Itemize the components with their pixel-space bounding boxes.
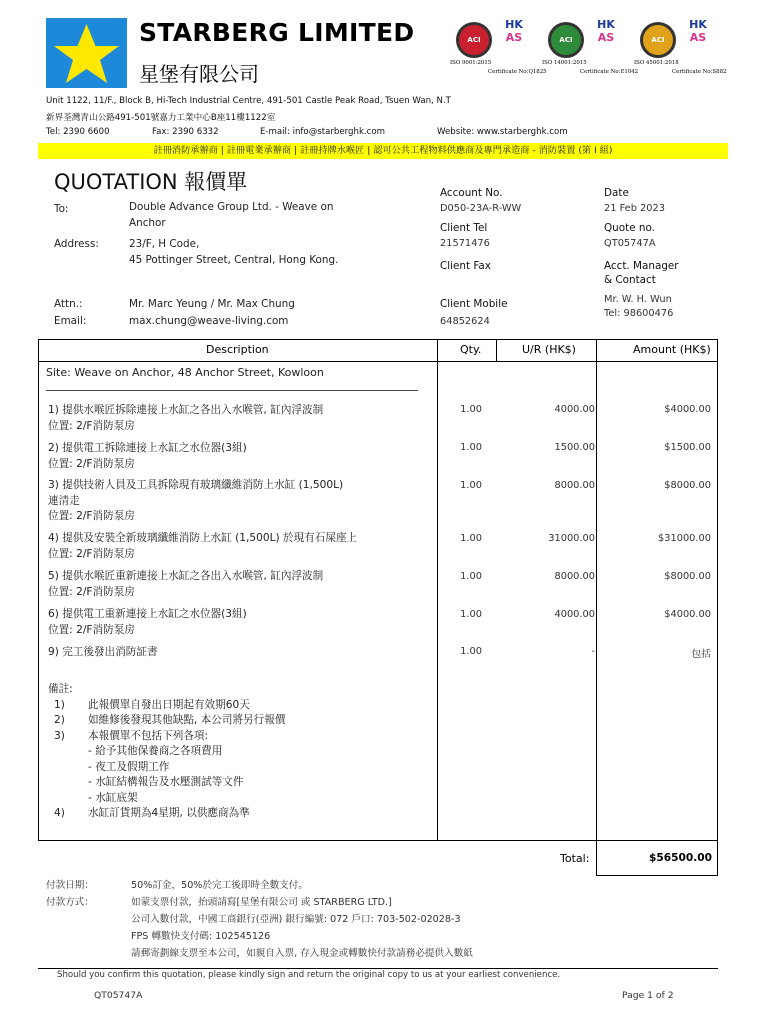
item-qty: 1.00 (460, 442, 482, 453)
item-line: 2) 提供電工拆除連接上水缸之水位器(3組) (48, 442, 247, 454)
client-address-line1: 23/F, H Code, (129, 238, 200, 250)
contact-row (46, 127, 726, 139)
table-row (48, 531, 428, 562)
payment-method-line: 公司入數付款，中國工商銀行(亞洲) 銀行編號: 072 戶口: 703-502-02028-3 (131, 914, 461, 925)
payment-method-line: 如蒙支票付款，抬頭請寫[星堡有限公司 或 STARBERG LTD.] (131, 897, 392, 908)
to-label: To: (54, 203, 69, 215)
company-email[interactable]: E-mail: info@starberghk.com (260, 127, 386, 137)
table-row (48, 441, 428, 472)
cert-no: Certificate No:Q1825 (488, 69, 547, 75)
item-line: 6) 提供電工重新連接上水缸之水位器(3組) (48, 608, 247, 620)
certifications (450, 16, 727, 80)
payment-method-line: FPS 轉數快支付碼: 102545126 (131, 931, 271, 942)
table-header-rule (38, 361, 718, 362)
hkas-icon: HK AS (597, 18, 615, 44)
item-ur: 8000.00 (554, 480, 595, 491)
item-qty: 1.00 (460, 571, 482, 582)
hkas-icon: HK AS (689, 18, 707, 44)
client-mobile-label: Client Mobile (440, 298, 508, 310)
remark-subitem: - 給予其他保養商之各項費用 (88, 745, 223, 757)
client-fax-label: Client Fax (440, 260, 491, 272)
company-logo (46, 18, 127, 88)
quote-label: Quote no. (604, 222, 655, 234)
table-row (48, 478, 428, 525)
col-ur: U/R (HK$) (522, 343, 576, 356)
company-name-en: STARBERG LIMITED (139, 18, 415, 47)
table-divider (496, 339, 497, 361)
item-line: 位置: 2/F消防泵房 (48, 419, 135, 432)
services-banner: 註冊消防承辦商 | 註冊電業承辦商 | 註冊持牌水喉匠 | 認可公共工程物料供應商及專門承造商 - 消防裝置 (第 I 組) (38, 143, 728, 159)
item-qty: 1.00 (460, 480, 482, 491)
remark-text: 此報價單自發出日期起有效期60天 (88, 698, 250, 711)
cert-iso: ISO 14001:2015 (542, 60, 587, 66)
email-label: Email: (54, 315, 87, 327)
remark-text: 水缸訂貨期為4星期, 以供應商為準 (88, 807, 250, 819)
table-divider (596, 339, 597, 876)
table-row (48, 569, 428, 600)
total-label: Total: (560, 852, 590, 865)
col-description: Description (206, 343, 269, 356)
item-line: 5) 提供水喉匠重新連接上水缸之各出入水喉管, 缸內浮波制 (48, 570, 324, 582)
cert-no: Certificate No:E1042 (580, 69, 639, 75)
manager-label-1: Acct. Manager (604, 260, 679, 272)
client-address-line2: 45 Pottinger Street, Central, Hong Kong. (129, 254, 339, 266)
payment-date-label: 付款日期： (46, 880, 94, 891)
item-ur: 1500.00 (554, 442, 595, 453)
remark-num: 2) (54, 714, 65, 726)
aci-seal-icon: ACI (548, 22, 584, 58)
manager-tel: Tel: 98600476 (604, 308, 674, 319)
client-name-line1: Double Advance Group Ltd. - Weave on (129, 201, 334, 213)
manager-label-2: & Contact (604, 274, 656, 286)
item-amount: $8000.00 (664, 571, 711, 582)
quote-value: QT05747A (604, 238, 656, 249)
client-email[interactable]: max.chung@weave-living.com (129, 315, 289, 327)
client-attn: Mr. Marc Yeung / Mr. Max Chung (129, 298, 295, 310)
table-row (48, 607, 428, 638)
item-amount: 包括 (691, 649, 711, 660)
item-ur: 4000.00 (554, 609, 595, 620)
address-zh: 新界荃灣青山公路491-501號嘉力工業中心B座11樓1122室 (46, 113, 276, 123)
remark-text: 如維修後發現其他缺點, 本公司將另行報價 (88, 714, 286, 726)
remark-num: 3) (54, 729, 65, 742)
company-website[interactable]: Website: www.starberghk.com (437, 127, 568, 137)
page-title: QUOTATION 報價單 (54, 170, 248, 194)
item-amount: $1500.00 (664, 442, 711, 453)
item-line: 1) 提供水喉匠拆除連接上水缸之各出入水喉管, 缸內浮波制 (48, 404, 324, 416)
date-label: Date (604, 187, 629, 199)
cert-iso: ISO 45001:2018 (634, 60, 679, 66)
remark-item (48, 729, 428, 745)
item-qty: 1.00 (460, 533, 482, 544)
footer-ref: QT05747A (94, 990, 143, 1001)
hkas-icon: HK AS (505, 18, 523, 44)
payment-date-text: 50%訂金，50%於完工後即時全數支付。 (131, 880, 308, 891)
remarks (48, 682, 428, 822)
site-rule (46, 390, 418, 391)
client-name-line2: Anchor (129, 217, 166, 229)
client-tel-label: Client Tel (440, 222, 488, 234)
attn-label: Attn.: (54, 298, 83, 310)
company-name-zh: 星堡有限公司 (139, 62, 259, 86)
star-icon (46, 18, 127, 88)
item-line: 位置: 2/F消防泵房 (48, 623, 135, 636)
remark-subitem: - 夜工及假期工作 (88, 760, 170, 773)
account-value: D050-23A-R-WW (440, 203, 522, 214)
total-value: $56500.00 (649, 852, 712, 864)
cert-group-3 (634, 16, 727, 80)
item-ur: 8000.00 (554, 571, 595, 582)
item-line: 3) 提供技術人員及工具拆除現有玻璃纖維消防上水缸 (1,500L) (48, 479, 344, 491)
footer-note: Should you confirm this quotation, please kindly sign and return the original copy to us at your earliest convenience. (57, 970, 561, 980)
client-tel-value: 21571476 (440, 238, 490, 249)
item-ur: 31000.00 (548, 533, 595, 544)
remark-text: 本報價單不包括下列各項: (88, 729, 209, 742)
item-qty: 1.00 (460, 404, 482, 415)
account-label: Account No. (440, 187, 503, 199)
item-ur: 4000.00 (554, 404, 595, 415)
aci-seal-icon: ACI (456, 22, 492, 58)
remark-subitem: - 水缸結構報告及水壓測試等文件 (88, 776, 244, 788)
remark-item (48, 806, 428, 822)
item-line: 位置: 2/F消防泵房 (48, 547, 135, 560)
footer-rule (38, 968, 718, 969)
aci-seal-icon: ACI (640, 22, 676, 58)
site-line: Site: Weave on Anchor, 48 Anchor Street, Kowloon (46, 366, 324, 379)
company-tel: Tel: 2390 6600 (46, 127, 110, 137)
cert-group-1 (450, 16, 547, 80)
item-line: 連清走 (48, 494, 80, 507)
remarks-title: 備註: (48, 683, 73, 695)
cert-iso: ISO 9001:2015 (450, 60, 492, 66)
item-amount: $31000.00 (658, 533, 711, 544)
item-line: 位置: 2/F消防泵房 (48, 510, 135, 522)
company-fax: Fax: 2390 6332 (152, 127, 219, 137)
page-number: Page 1 of 2 (622, 990, 674, 1001)
item-line: 位置: 2/F消防泵房 (48, 457, 135, 470)
col-amount: Amount (HK$) (633, 343, 711, 356)
item-qty: 1.00 (460, 609, 482, 620)
cert-no: Certificate No:S882 (672, 69, 727, 75)
address-en: Unit 1122, 11/F., Block B, Hi-Tech Industrial Centre, 491-501 Castle Peak Road, Tsuen Wan, N.T (46, 96, 451, 106)
remark-num: 1) (54, 698, 65, 711)
table-divider (437, 339, 438, 841)
payment-method-line: 請郵寄劃線支票至本公司，如親自入票, 存入現金或轉數快付款請務必提供入數紙 (131, 948, 473, 959)
remark-subitem: - 水缸底架 (88, 791, 138, 804)
remark-item (48, 713, 428, 729)
item-amount: $4000.00 (664, 404, 711, 415)
date-value: 21 Feb 2023 (604, 203, 665, 214)
remark-item (48, 698, 428, 714)
item-line: 9) 完工後發出消防証書 (48, 646, 158, 658)
item-line: 位置: 2/F消防泵房 (48, 585, 135, 598)
item-qty: 1.00 (460, 646, 482, 657)
table-row (48, 403, 428, 434)
payment-method-label: 付款方式： (46, 897, 94, 908)
table-row (48, 645, 428, 661)
item-line: 4) 提供及安裝全新玻璃纖維消防上水缸 (1,500L) 於現有石屎座上 (48, 532, 358, 544)
item-amount: $8000.00 (664, 480, 711, 491)
remark-num: 4) (54, 807, 65, 819)
manager-name: Mr. W. H. Wun (604, 294, 672, 305)
address-label: Address: (54, 238, 99, 250)
col-qty: Qty. (460, 343, 482, 356)
item-ur: - (591, 646, 595, 657)
item-amount: $4000.00 (664, 609, 711, 620)
client-mobile-value: 64852624 (440, 316, 490, 327)
cert-group-2 (542, 16, 639, 80)
